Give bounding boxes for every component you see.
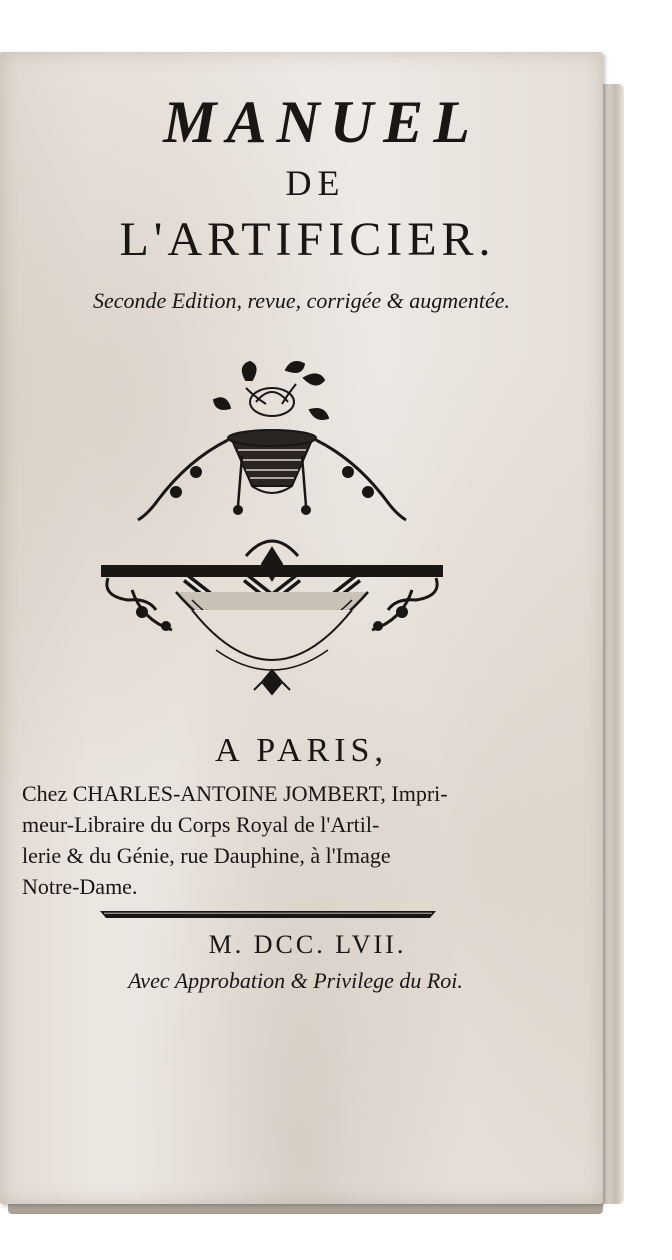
floral-basket-ornament-icon: [96, 360, 448, 700]
imprint-line: lerie & du Génie, rue Dauphine, à l'Image: [22, 843, 391, 868]
imprint-line: Chez CHARLES-ANTOINE JOMBERT, Impri-: [22, 781, 448, 806]
title-line-artificier: L'ARTIFICIER.: [119, 213, 496, 266]
title-line-manuel: MANUEL: [163, 89, 480, 155]
imprint-publisher: [22, 778, 522, 902]
title-page: [0, 52, 603, 1204]
imprint-city: A PARIS,: [215, 732, 388, 769]
imprint-line: Notre-Dame.: [22, 874, 138, 899]
imprint-date: M. DCC. LVII.: [208, 930, 407, 959]
imprint-line: meur-Libraire du Corps Royal de l'Artil-: [22, 812, 380, 837]
edition-statement: Seconde Edition, revue, corrigée & augmentée.: [92, 288, 511, 313]
double-rule-divider: [100, 910, 436, 919]
royal-privilege: Avec Approbation & Privilege du Roi.: [128, 968, 463, 993]
title-line-de: DE: [285, 163, 346, 203]
